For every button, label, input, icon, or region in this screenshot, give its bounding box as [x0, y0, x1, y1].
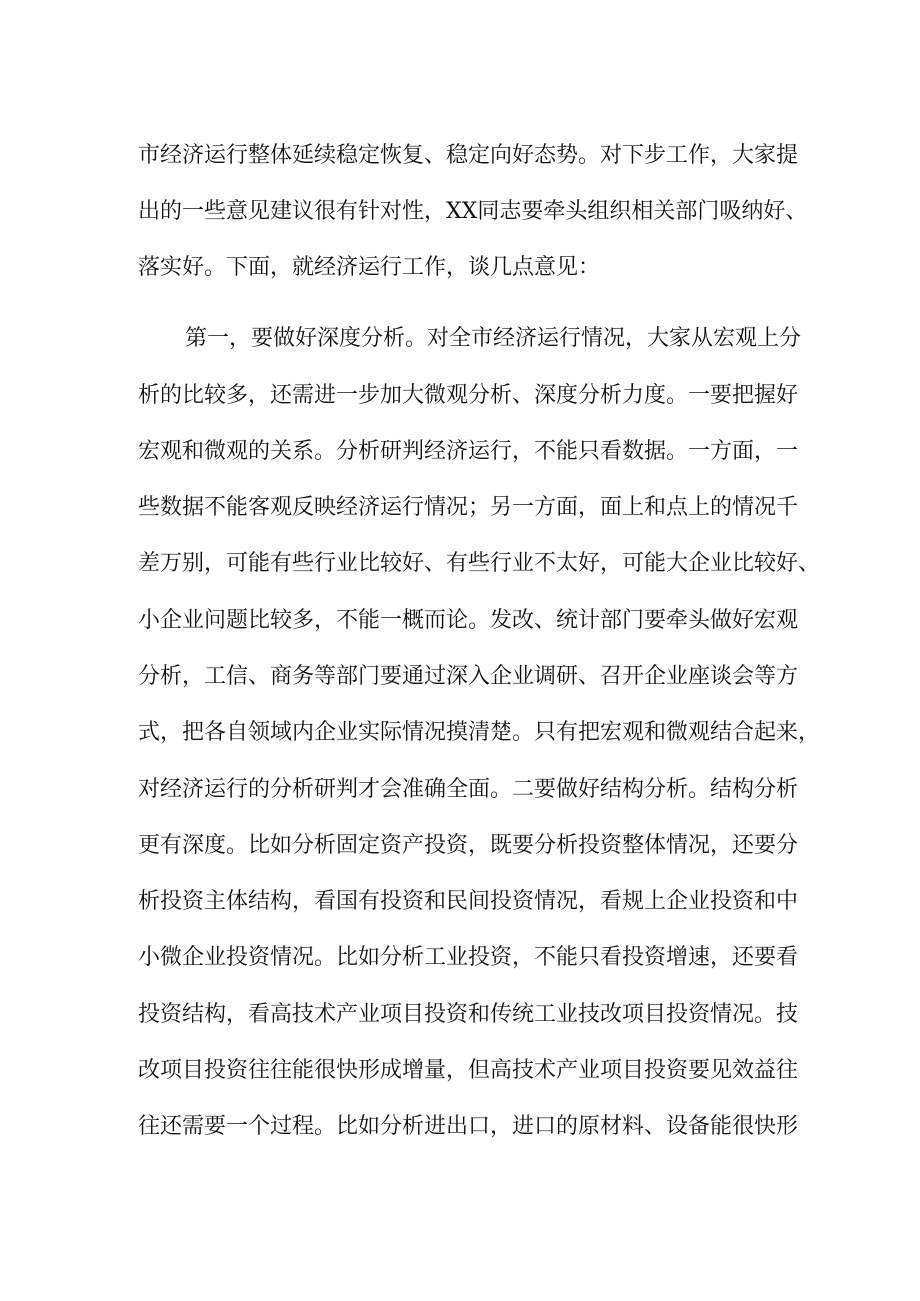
- text-line: 些数据不能客观反映经济运行情况；另一方面，面上和点上的情况千: [138, 495, 799, 520]
- text-line: 市经济运行整体延续稳定恢复、稳定向好态势。对下步工作，大家提: [138, 143, 799, 168]
- text-line: 分析，工信、商务等部门要通过深入企业调研、召开企业座谈会等方: [138, 664, 799, 689]
- paragraph-first-line: 第一，要做好深度分析。对全市经济运行情况，大家从宏观上分: [185, 326, 802, 351]
- text-line: 式，把各自领域内企业实际情况摸清楚。只有把宏观和微观结合起来，: [138, 720, 821, 745]
- text-line: 投资结构，看高技术产业项目投资和传统工业技改项目投资情况。技: [138, 1002, 799, 1027]
- text-line: 往还需要一个过程。比如分析进出口，进口的原材料、设备能很快形: [138, 1114, 799, 1139]
- text-line: 析的比较多，还需进一步加大微观分析、深度分析力度。一要把握好: [138, 383, 799, 408]
- text-line: 小微企业投资情况。比如分析工业投资，不能只看投资增速，还要看: [138, 945, 799, 970]
- text-line: 出的一些意见建议很有针对性，XX同志要牵头组织相关部门吸纳好、: [138, 199, 808, 224]
- text-line: 落实好。下面，就经济运行工作，谈几点意见：: [138, 255, 601, 280]
- text-line: 改项目投资往往能很快形成增量，但高技术产业项目投资要见效益往: [138, 1058, 799, 1083]
- text-line: 析投资主体结构，看国有投资和民间投资情况，看规上企业投资和中: [138, 889, 799, 914]
- text-line: 对经济运行的分析研判才会准确全面。二要做好结构分析。结构分析: [138, 777, 799, 802]
- text-line: 宏观和微观的关系。分析研判经济运行，不能只看数据。一方面，一: [138, 439, 799, 464]
- text-line: 更有深度。比如分析固定资产投资，既要分析投资整体情况，还要分: [138, 833, 799, 858]
- text-line: 小企业问题比较多，不能一概而论。发改、统计部门要牵头做好宏观: [138, 608, 799, 633]
- text-line: 差万别，可能有些行业比较好、有些行业不太好，可能大企业比较好、: [138, 551, 821, 576]
